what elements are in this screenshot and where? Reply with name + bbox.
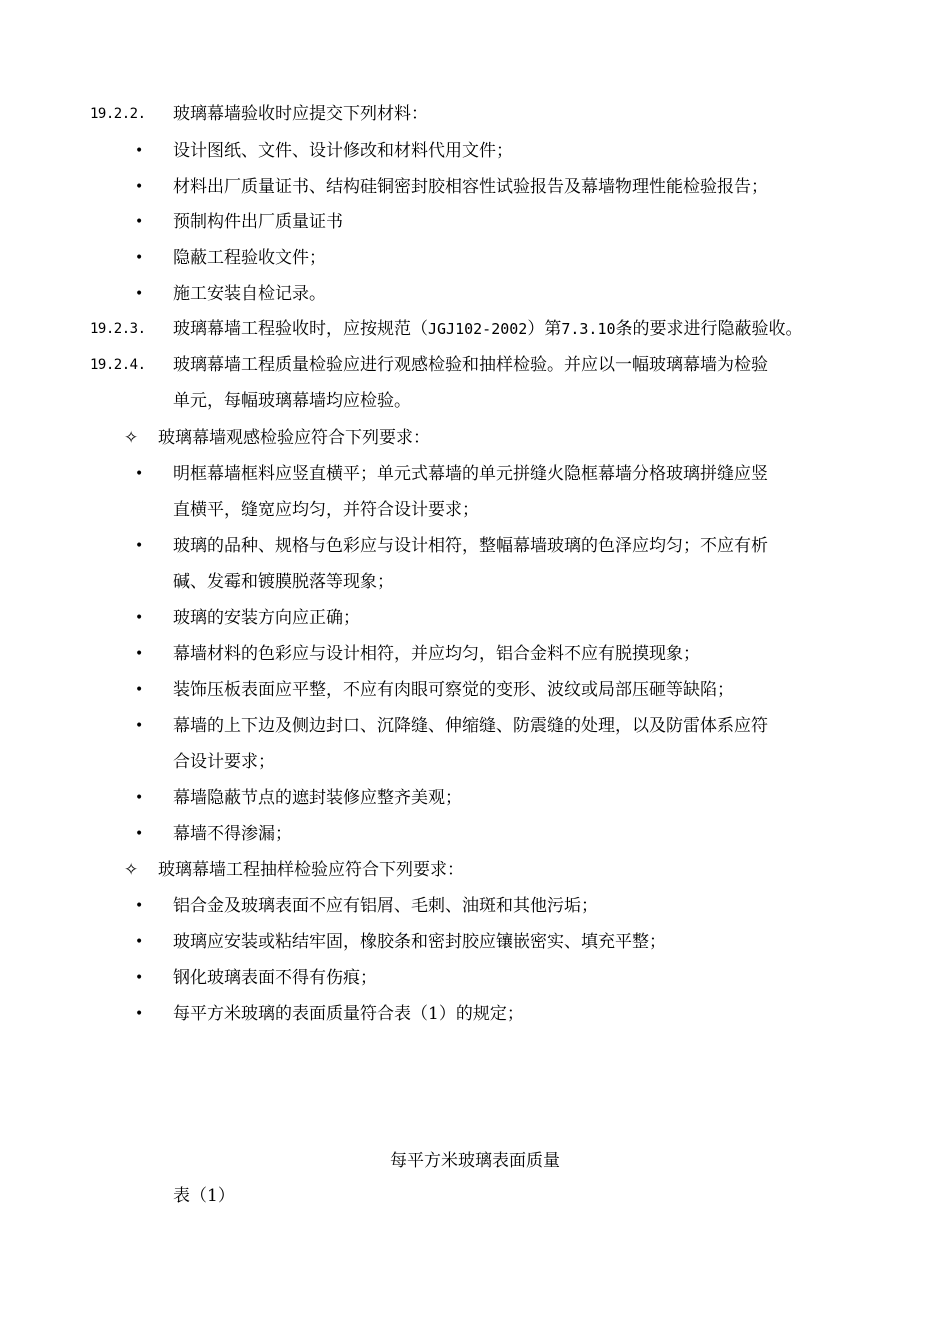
bullet-icon: • (135, 970, 144, 986)
list-item-text: 幕墙材料的色彩应与设计相符，并应均匀，铝合金料不应有脱摸现象； (173, 644, 700, 664)
bullet-icon: • (135, 682, 144, 698)
bullet-icon: • (135, 214, 144, 230)
list-item-text: 预制构件出厂质量证书 (173, 212, 343, 232)
list-item-text: 隐蔽工程验收文件； (173, 248, 326, 268)
table-caption: 每平方米玻璃表面质量 (390, 1151, 560, 1171)
list-item-text: 施工安装自检记录。 (173, 284, 326, 304)
list-item-text: 合设计要求； (173, 752, 275, 772)
bullet-icon: • (135, 934, 144, 950)
section-text: 单元，每幅玻璃幕墙均应检验。 (173, 391, 411, 411)
bullet-icon: • (135, 1006, 144, 1022)
bullet-icon: • (135, 466, 144, 482)
list-item-text: 幕墙不得渗漏； (173, 824, 292, 844)
bullet-icon: • (135, 826, 144, 842)
bullet-icon: • (135, 250, 144, 266)
standard-code: JGJ102-2002 (428, 320, 528, 338)
subheading-text: 玻璃幕墙工程抽样检验应符合下列要求： (158, 860, 464, 880)
table-label: 表（1） (173, 1186, 235, 1206)
section-text (173, 318, 803, 340)
list-item-text: 玻璃的安装方向应正确； (173, 608, 360, 628)
list-item-text: 装饰压板表面应平整，不应有肉眼可察觉的变形、波纹或局部压砸等缺陷； (173, 680, 734, 700)
bullet-icon: • (135, 610, 144, 626)
section-text-part: ）第 (527, 319, 562, 339)
clause-number: 7.3.10 (561, 320, 616, 338)
section-text-part: 玻璃幕墙工程验收时，应按规范（ (173, 319, 428, 339)
list-item-text: 铝合金及玻璃表面不应有铝屑、毛刺、油斑和其他污垢； (173, 896, 598, 916)
list-item-text: 钢化玻璃表面不得有伤痕； (173, 968, 377, 988)
list-item-text: 材料出厂质量证书、结构硅铜密封胶相容性试验报告及幕墙物理性能检验报告； (173, 177, 768, 197)
list-item-text: 幕墙的上下边及侧边封口、沉降缝、伸缩缝、防震缝的处理，以及防雷体系应符 (173, 716, 768, 736)
bullet-icon: • (135, 286, 144, 302)
bullet-icon: • (135, 179, 144, 195)
section-number: 19.2.3. (90, 321, 146, 337)
bullet-icon: • (135, 538, 144, 554)
section-number: 19.2.4. (90, 357, 146, 373)
bullet-icon: • (135, 898, 144, 914)
section-text-part: 条的要求进行隐蔽验收。 (615, 319, 803, 339)
list-item-text: 玻璃的品种、规格与色彩应与设计相符，整幅幕墙玻璃的色泽应均匀；不应有析 (173, 536, 768, 556)
list-item-text: 幕墙隐蔽节点的遮封装修应整齐美观； (173, 788, 462, 808)
list-item-text: 每平方米玻璃的表面质量符合表（1）的规定； (173, 1004, 524, 1024)
subheading-text: 玻璃幕墙观感检验应符合下列要求： (158, 428, 430, 448)
section-text: 玻璃幕墙工程质量检验应进行观感检验和抽样检验。并应以一幅玻璃幕墙为检验 (173, 355, 768, 375)
bullet-icon: • (135, 718, 144, 734)
section-number: 19.2.2. (90, 106, 146, 122)
diamond-icon: ✧ (124, 428, 139, 448)
list-item-text: 直横平，缝宽应均匀，并符合设计要求； (173, 500, 479, 520)
bullet-icon: • (135, 646, 144, 662)
list-item-text: 玻璃应安装或粘结牢固，橡胶条和密封胶应镶嵌密实、填充平整； (173, 932, 666, 952)
list-item-text: 碱、发霉和镀膜脱落等现象； (173, 572, 394, 592)
section-text: 玻璃幕墙验收时应提交下列材料： (173, 104, 428, 124)
diamond-icon: ✧ (124, 860, 139, 880)
bullet-icon: • (135, 143, 144, 159)
list-item-text: 设计图纸、文件、设计修改和材料代用文件； (173, 141, 513, 161)
list-item-text: 明框幕墙框料应竖直横平；单元式幕墙的单元拼缝火隐框幕墙分格玻璃拼缝应竖 (173, 464, 768, 484)
bullet-icon: • (135, 790, 144, 806)
